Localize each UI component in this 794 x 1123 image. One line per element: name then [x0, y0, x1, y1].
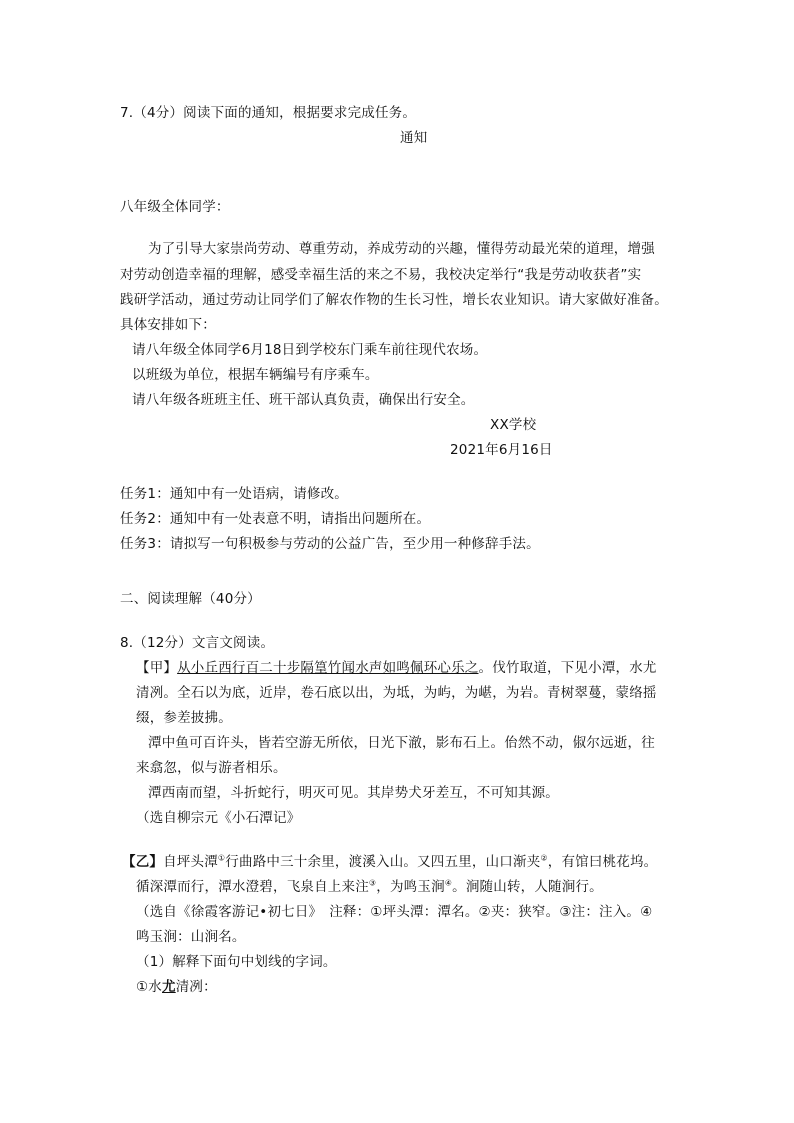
yi-line-2 [136, 878, 603, 896]
jia-line: 缀，参差披拂。 [136, 710, 232, 726]
jia-line: 清冽。全石以为底，近岸，卷石底以出，为坻，为屿，为嵁，为岩。青树翠蔓，蒙络摇 [136, 685, 657, 701]
yi-text: 自坪头潭 [163, 854, 218, 870]
yi-line-1 [122, 853, 657, 871]
yi-label: 【乙】 [122, 854, 164, 870]
subquestion-item-1 [136, 978, 217, 996]
notice-body-line: 具体安排如下： [120, 317, 216, 333]
jia-line-1 [136, 659, 657, 677]
yi-source: （选自《徐霞客游记•初七日》 注释：①坪头潭：潭名。②夹：狭窄。③注：注入。④ [136, 904, 653, 920]
jia-label: 【甲】 [136, 660, 178, 676]
section2-title: 二、阅读理解（40分） [120, 591, 261, 607]
yi-text: ，有馆曰桃花坞。 [547, 854, 658, 870]
arrangement-item: 请八年级全体同学6月18日到学校东门乘车前往现代农场。 [132, 342, 488, 358]
jia-source: （选自柳宗元《小石潭记》 [136, 810, 301, 826]
notice-body-line: 对劳动创造幸福的理解，感受幸福生活的来之不易，我校决定举行“我是劳动收获者”实 [120, 267, 642, 283]
jia-para2-line: 来翕忽，似与游者相乐。 [136, 760, 287, 776]
notice-date: 2021年6月16日 [450, 442, 553, 458]
task-item: 任务2：通知中有一处表意不明，请指出问题所在。 [120, 511, 431, 527]
footnote-mark: ① [217, 853, 226, 863]
yi-source-cont: 鸣玉涧：山涧名。 [136, 929, 246, 945]
footnote-mark: ② [540, 853, 548, 863]
task-item: 任务1：通知中有一处语病，请修改。 [120, 486, 348, 502]
yi-text: 循深潭而行，潭水澄碧，飞泉自上来注 [136, 879, 369, 895]
jia-line1-rest: 。伐竹取道，下见小潭，水尤 [478, 660, 657, 676]
item-prefix: ①水 [136, 979, 163, 995]
arrangement-item: 请八年级各班班主任、班干部认真负责，确保出行安全。 [132, 392, 475, 408]
footnote-mark: ③ [368, 878, 377, 888]
jia-underlined-sentence: 从小丘西行百二十步隔篁竹闻水声如鸣佩环心乐之 [177, 660, 479, 676]
yi-text: ，为鸣玉涧 [376, 879, 445, 895]
yi-text: 。涧随山转，人随涧行。 [452, 879, 603, 895]
q7-header: 7.（4分）阅读下面的通知，根据要求完成任务。 [120, 105, 417, 121]
task-item: 任务3：请拟写一句积极参与劳动的公益广告，至少用一种修辞手法。 [120, 536, 540, 552]
footnote-mark: ④ [444, 878, 453, 888]
notice-body-line: 为了引导大家崇尚劳动、尊重劳动，养成劳动的兴趣，懂得劳动最光荣的道理，增强 [148, 241, 655, 257]
notice-signature: XX学校 [490, 417, 537, 433]
arrangement-item: 以班级为单位，根据车辆编号有序乘车。 [132, 367, 379, 383]
q8-header: 8.（12分）文言文阅读。 [120, 635, 275, 651]
notice-title: 通知 [400, 130, 428, 146]
item-suffix: 清冽： [175, 979, 217, 995]
subquestion-1: （1）解释下面句中划线的字词。 [136, 954, 337, 970]
notice-salutation: 八年级全体同学： [120, 199, 230, 215]
jia-para2-line: 潭中鱼可百许头，皆若空游无所依，日光下澈，影布石上。佁然不动，俶尔远逝，往 [148, 735, 655, 751]
yi-text: 行曲路中三十余里，渡溪入山。又四五里，山口渐夹 [225, 854, 541, 870]
jia-para3: 潭西南而望，斗折蛇行，明灭可见。其岸势犬牙差互，不可知其源。 [148, 785, 559, 801]
underlined-word: 尤 [162, 979, 176, 995]
notice-body-line: 践研学活动，通过劳动让同学们了解农作物的生长习性，增长农业知识。请大家做好准备。 [120, 292, 668, 308]
